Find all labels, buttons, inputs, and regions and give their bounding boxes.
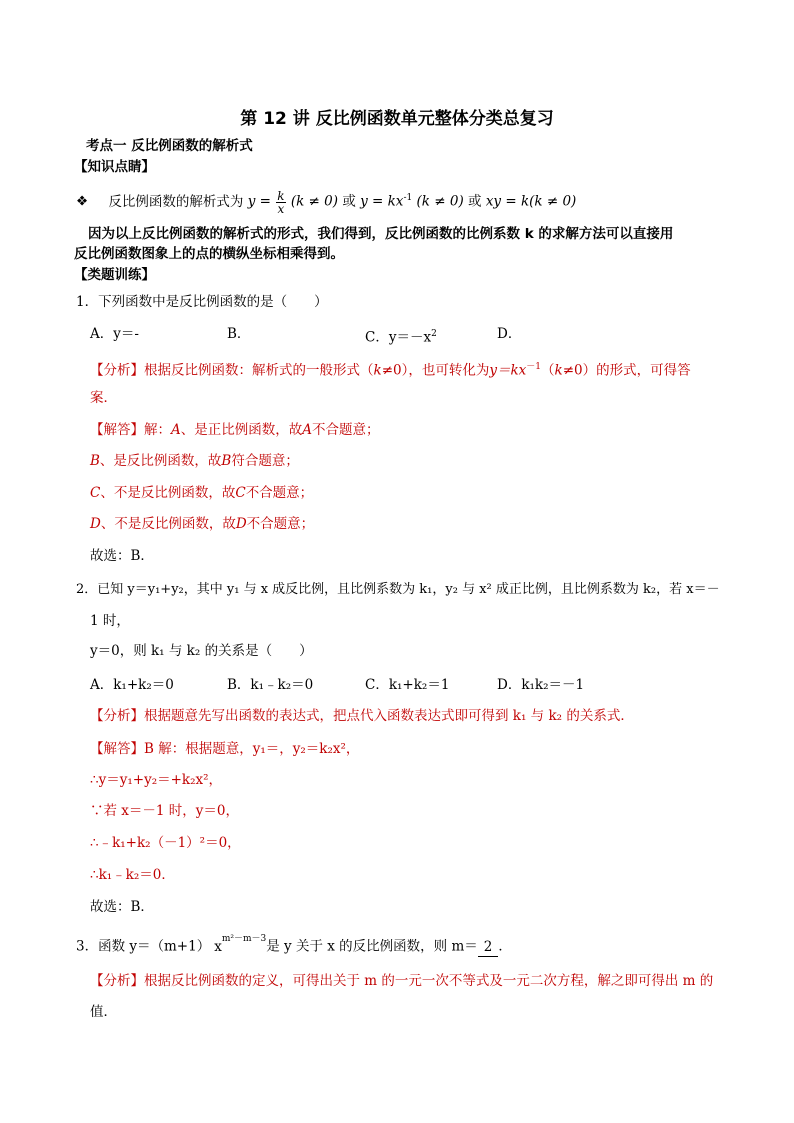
solution-var: C [235, 485, 246, 501]
solution-var: B [221, 453, 232, 469]
analysis-text: 根据反比例函数的定义，可得出关于 m 的一元一次不等式及一元二次方程，解之即可得出 m 的 [144, 973, 714, 989]
formula-2-exponent: -1 [403, 193, 413, 203]
q1-analysis-line-1 [90, 358, 691, 380]
q3-analysis-line-2: 值． [90, 1004, 117, 1020]
solution-text: B 解：根据题意，y₁＝，y₂＝k₂x²， [144, 741, 360, 757]
section-heading: 考点一 反比例函数的解析式 [86, 138, 253, 154]
analysis-tag: 【分析】 [90, 362, 144, 379]
q2-stem-line-1: 2．已知 y＝y₁+y₂，其中 y₁ 与 x 成反比例，且比例系数为 k₁，y₂ 与 x² 成正比例，且比例系数为 k₂，若 x＝－ [76, 582, 720, 597]
solution-var: A [171, 422, 181, 438]
formula-1-condition: (k ≠ 0) [290, 193, 339, 210]
analysis-text: 根据反比例函数：解析式的一般形式（ [144, 362, 374, 379]
q2-option-b: B．k₁﹣k₂＝0 [227, 677, 314, 693]
formula-1-numerator: k [277, 188, 285, 203]
q2-analysis [90, 707, 634, 725]
q3-stem-text: 是 y 关于 x 的反比例函数，则 m＝ [266, 938, 478, 955]
q2-option-a: A．k₁+k₂＝0 [90, 677, 174, 693]
q1-option-d: D． [497, 326, 522, 342]
q1-option-c-text: C．y＝－x [365, 329, 432, 346]
q3-stem-exponent: m²－m－3 [221, 934, 267, 944]
q1-option-c [365, 325, 437, 347]
q1-analysis-line-2: 案． [90, 390, 117, 406]
q2-option-c: C．k₁+k₂＝1 [365, 677, 450, 693]
q2-solution-line-2: ∴y＝y₁+y₂＝+k₂x²， [90, 772, 223, 788]
q3-analysis-line-1 [90, 972, 713, 990]
q1-option-c-exponent: 2 [431, 329, 437, 339]
solution-text: 不合题意； [246, 516, 315, 532]
q1-option-b: B． [227, 326, 251, 342]
solution-var: C [90, 485, 101, 501]
q1-answer: 故选：B． [90, 548, 154, 564]
analysis-var: k [554, 362, 563, 379]
formula-or-2: 或 [468, 193, 482, 210]
knowledge-header: 【知识点睛】 [74, 159, 155, 175]
q3-stem-text: 3．函数 y＝（m+1） [76, 938, 211, 955]
formula-1-fraction [276, 190, 285, 215]
q3-answer-blank: 2 [478, 938, 499, 957]
q3-stem-text: ． [498, 938, 512, 955]
formula-or-1: 或 [342, 193, 356, 210]
q2-stem-line-2: 1 时， [90, 613, 130, 629]
q3-stem [76, 934, 512, 957]
analysis-tag: 【分析】 [90, 973, 144, 989]
analysis-text: （ [541, 362, 555, 379]
formula-line [76, 189, 576, 215]
analysis-text: ≠0）的形式，可得答 [562, 362, 691, 379]
q2-stem-line-3: y＝0，则 k₁ 与 k₂ 的关系是（ ） [90, 643, 313, 659]
q3-stem-base: x [214, 938, 222, 955]
bullet-icon: ❖ [76, 193, 89, 210]
formula-3: xy = k(k ≠ 0) [485, 193, 577, 210]
formula-1-denominator: x [277, 201, 285, 216]
solution-var: D [90, 516, 101, 532]
note-line-1: 因为以上反比例函数的解析式的形式，我们得到，反比例函数的比例系数 k 的求解方法可以直接用 [88, 226, 674, 242]
solution-text: 、不是反比例函数，故 [100, 485, 236, 501]
solution-tag: 【解答】 [90, 741, 144, 757]
q1-solution-line-1 [90, 421, 380, 439]
analysis-text: ≠0），也可转化为 [381, 362, 490, 379]
q2-solution-line-3: ∵若 x＝－1 时，y＝0， [90, 803, 240, 819]
formula-prefix: 反比例函数的解析式为 [108, 193, 244, 210]
q2-solution-line-5: ∴k₁﹣k₂＝0． [90, 867, 175, 883]
analysis-text: 根据题意先写出函数的表达式，把点代入函数表达式即可得到 k₁ 与 k₂ 的关系式． [144, 708, 634, 724]
page-title: 第 12 讲 反比例函数单元整体分类总复习 [240, 109, 554, 129]
formula-2: y = kx [360, 193, 404, 210]
analysis-var: k [373, 362, 382, 379]
solution-text: 不合题意； [312, 422, 380, 438]
solution-var: A [302, 422, 312, 438]
q2-solution-line-4: ∴﹣k₁+k₂（－1）²＝0， [90, 835, 241, 851]
note-line-2: 反比例函数图象上的点的横纵坐标相乘得到。 [74, 246, 344, 262]
formula-1-lhs: y = [247, 193, 271, 210]
solution-text: 不合题意； [245, 485, 314, 501]
q1-stem: 1．下列函数中是反比例函数的是（ ） [76, 294, 328, 310]
solution-text: 解： [144, 422, 171, 438]
solution-var: D [235, 516, 247, 532]
q2-solution-line-1 [90, 740, 359, 758]
analysis-exponent: －1 [526, 362, 541, 372]
solution-var: B [90, 453, 100, 469]
solution-text: 符合题意； [231, 453, 299, 469]
q2-answer: 故选：B． [90, 899, 154, 915]
solution-text: 、是反比例函数，故 [99, 453, 222, 469]
q1-option-a: A．y＝- [90, 326, 139, 342]
solution-tag: 【解答】 [90, 422, 144, 438]
formula-2-condition: (k ≠ 0) [416, 193, 464, 210]
q1-solution-line-4 [90, 515, 314, 533]
analysis-tag: 【分析】 [90, 708, 144, 724]
q1-solution-line-2 [90, 452, 299, 470]
practice-header: 【类题训练】 [74, 267, 155, 283]
solution-text: 、是正比例函数，故 [180, 422, 303, 438]
q2-option-d: D．k₁k₂＝－1 [497, 677, 585, 693]
solution-text: 、不是反比例函数，故 [100, 516, 236, 532]
q1-solution-line-3 [90, 484, 313, 502]
analysis-var: y＝kx [489, 362, 527, 379]
